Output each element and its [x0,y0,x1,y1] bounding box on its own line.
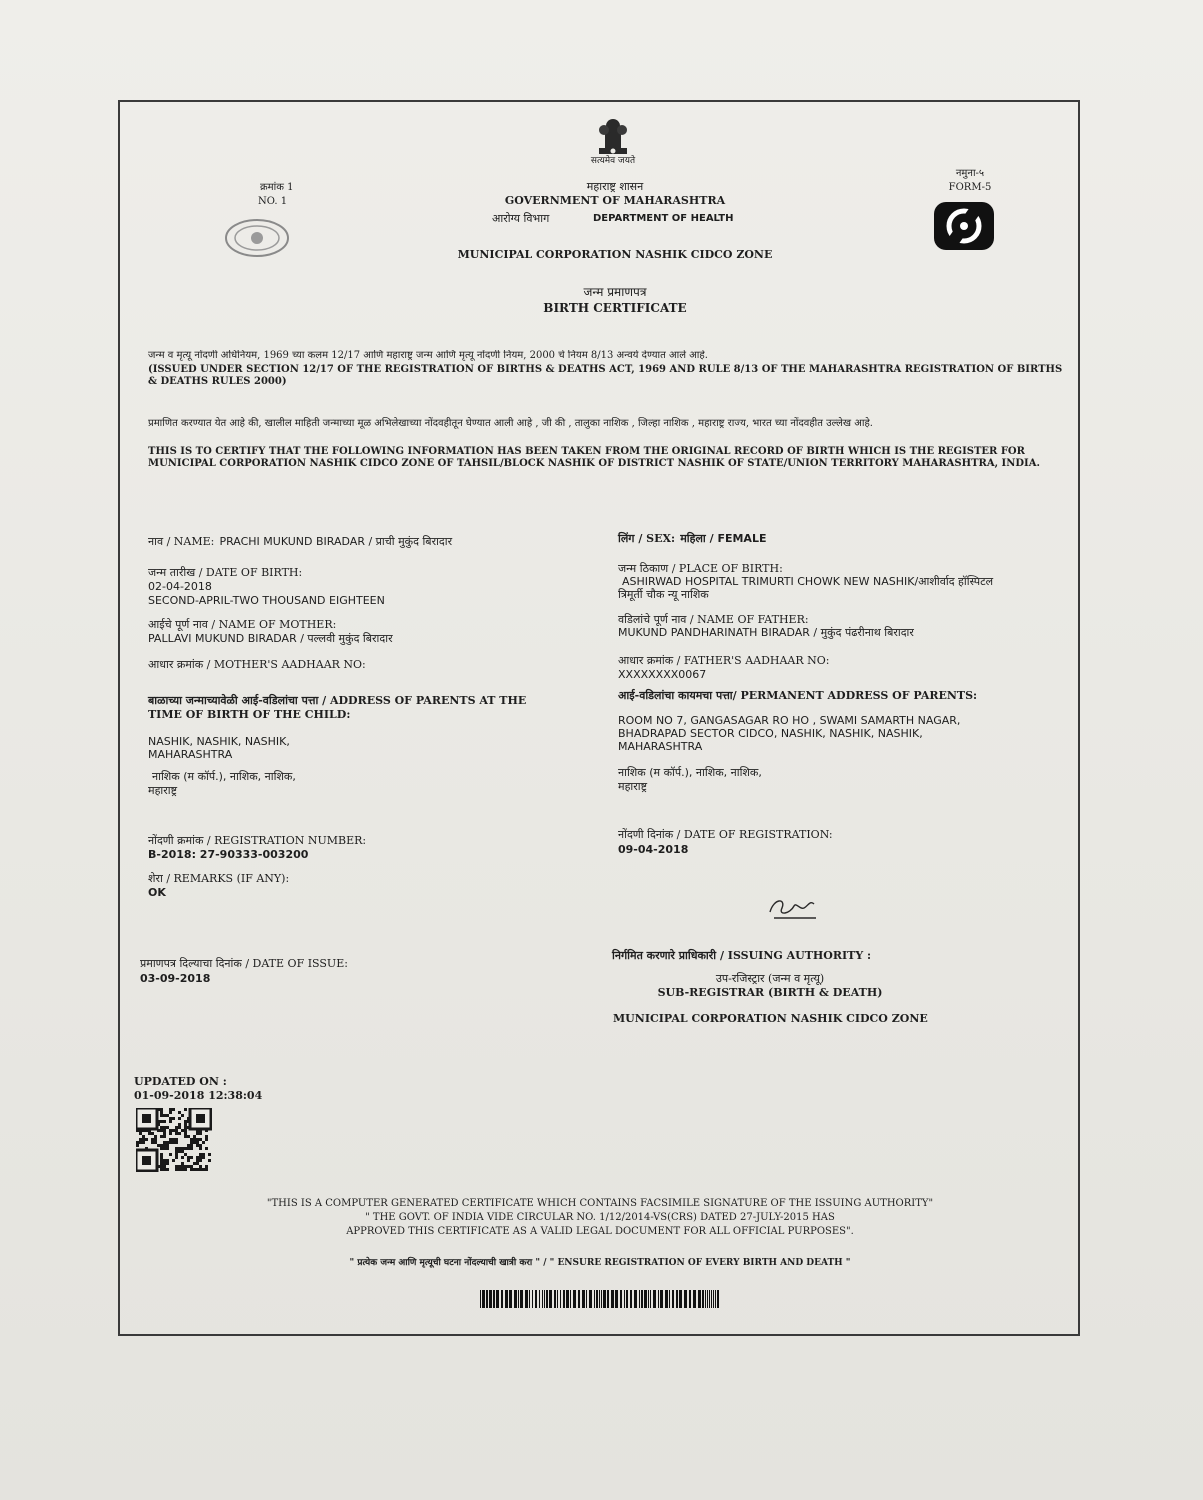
certify-english: THIS IS TO CERTIFY THAT THE FOLLOWING INFORMATION HAS BEEN TAKEN FROM THE ORIGINAL RECORD OF BIRTH WHICH IS THE REGISTER FOR MUNICIPAL CORPORATION NASHIK CIDCO ZONE OF TAHSIL/BLOCK NASHIK OF DISTRICT NASHIK OF STATE/UNION TERRITORY MAHARASHTRA, INDIA. [148,446,1040,469]
govt-marathi: महाराष्ट्र शासन [586,180,644,193]
pob-label: जन्म ठिकाण / PLACE OF BIRTH: [618,562,783,575]
sex-row [618,527,766,546]
dept-marathi: आरोग्य विभाग [492,212,550,225]
corporation-name: MUNICIPAL CORPORATION NASHIK CIDCO ZONE [457,248,773,261]
form-marathi: नमुना-५ [955,168,985,179]
father-value: MUKUND PANDHARINATH BIRADAR / मुकुंद पंढरीनाथ बिरादार [618,626,914,639]
form-logo-icon [932,200,996,252]
perm-address-en-2: BHADRAPAD SECTOR CIDCO, NASHIK, NASHIK, NASHIK, [618,727,923,740]
issued-under-english: (ISSUED UNDER SECTION 12/17 OF THE REGISTRATION OF BIRTHS & DEATHS ACT, 1969 AND RULE 8/13 OF THE MAHARASHTRA REGISTRATION OF BIRTHS & DEATHS RULES 2000) [148,364,1063,387]
sex-value: महिला / FEMALE [680,532,767,545]
dept-english: DEPARTMENT OF HEALTH [593,213,734,224]
signature-icon [764,890,824,926]
form-english: FORM-5 [948,182,992,193]
perm-address-mr-1: नाशिक (म कॉर्प.), नाशिक, नाशिक, [618,766,762,779]
address-birth-mr-1: नाशिक (म कॉर्प.), नाशिक, नाशिक, [152,770,296,783]
mother-aadhaar-label: आधार क्रमांक / MOTHER'S AADHAAR NO: [148,658,366,671]
updated-label: UPDATED ON : [134,1075,227,1088]
reg-no-label: नोंदणी क्रमांक / REGISTRATION NUMBER: [148,834,367,847]
address-birth-en-2: MAHARASHTRA [148,748,233,761]
updated-value: 01-09-2018 12:38:04 [134,1089,263,1102]
authority-office: MUNICIPAL CORPORATION NASHIK CIDCO ZONE [613,1012,928,1025]
dob-words: SECOND-APRIL-TWO THOUSAND EIGHTEEN [148,594,385,607]
dob-label: जन्म तारीख / DATE OF BIRTH: [148,566,303,579]
title-english: BIRTH CERTIFICATE [543,301,687,315]
perm-address-en-3: MAHARASHTRA [618,740,703,753]
perm-address-mr-2: महाराष्ट्र [618,780,648,793]
pob-value-2: त्रिमूर्ती चौक न्यू नाशिक [618,588,709,601]
seal-icon [224,218,290,258]
name-row [148,530,452,549]
issued-under-marathi: जन्म व मृत्यू नोंदणी अधिनियम, 1969 च्या कलम 12/17 आणि महाराष्ट्र जन्म आणि मृत्यू नोंदणी नियम, 2000 चे नियम 8/13 अन्वये देण्यात आले आहे. [148,350,708,361]
dob-value: 02-04-2018 [148,580,212,593]
issue-date-value: 03-09-2018 [140,972,211,985]
perm-address-label: आई-वडिलांचा कायमचा पत्ता/ PERMANENT ADDRESS OF PARENTS: [618,689,978,702]
footer-note-3: APPROVED THIS CERTIFICATE AS A VALID LEGAL DOCUMENT FOR ALL OFFICIAL PURPOSES". [346,1226,854,1237]
father-aadhaar-value: XXXXXXXX0067 [618,668,707,681]
address-birth-mr-2: महाराष्ट्र [148,784,178,797]
authority-label: निर्गमित करणारे प्राधिकारी / ISSUING AUTHORITY : [612,949,872,962]
pob-value-1: ASHIRWAD HOSPITAL TRIMURTI CHOWK NEW NASHIK/आशीर्वाद हॉस्पिटल [622,575,994,588]
mother-value: PALLAVI MUKUND BIRADAR / पल्लवी मुकुंद बिरादार [148,632,393,645]
address-birth-label-2: TIME OF BIRTH OF THE CHILD: [148,708,351,721]
perm-address-en-1: ROOM NO 7, GANGASAGAR RO HO , SWAMI SAMARTH NAGAR, [618,714,961,727]
mother-label: आईचे पूर्ण नाव / NAME OF MOTHER: [148,618,337,631]
name-label: नाव / NAME: [148,535,215,548]
address-birth-label-1: बाळाच्या जन्माच्यावेळी आई-वडिलांचा पत्ता / ADDRESS OF PARENTS AT THE [148,694,527,707]
certify-marathi: प्रमाणित करण्यात येत आहे की, खालील माहिती जन्माच्या मूळ अभिलेखाच्या नोंदवहीतून घेण्यात आली आहे , जी की , तालुका नाशिक , जिल्हा नाशिक , महाराष्ट्र राज्य, भारत च्या नोंदवहीत उल्लेख आहे. [148,418,873,429]
address-birth-en-1: NASHIK, NASHIK, NASHIK, [148,735,290,748]
father-label: वडिलांचे पूर्ण नाव / NAME OF FATHER: [618,613,809,626]
title-marathi: जन्म प्रमाणपत्र [583,285,647,299]
remarks-value: OK [148,886,166,899]
authority-english: SUB-REGISTRAR (BIRTH & DEATH) [657,986,883,999]
footer-note-1: "THIS IS A COMPUTER GENERATED CERTIFICATE WHICH CONTAINS FACSIMILE SIGNATURE OF THE ISSUING AUTHORITY" [266,1198,934,1209]
serial-english: NO. 1 [258,196,288,207]
reg-date-value: 09-04-2018 [618,843,689,856]
qr-code-icon [136,1108,212,1172]
remarks-label: शेरा / REMARKS (IF ANY): [148,872,290,885]
emblem-motto: सत्यमेव जयते [590,156,636,166]
serial-marathi: क्रमांक 1 [260,182,294,193]
sex-label: लिंग / SEX: [618,532,676,545]
name-value: PRACHI MUKUND BIRADAR / प्राची मुकुंद बिरादार [219,535,453,548]
issue-date-label: प्रमाणपत्र दिल्याचा दिनांक / DATE OF ISSUE: [140,957,348,970]
father-aadhaar-label: आधार क्रमांक / FATHER'S AADHAAR NO: [618,654,830,667]
footer-note-2: " THE GOVT. OF INDIA VIDE CIRCULAR NO. 1/12/2014-VS(CRS) DATED 27-JULY-2015 HAS [365,1212,835,1223]
reg-date-label: नोंदणी दिनांक / DATE OF REGISTRATION: [618,828,833,841]
authority-marathi: उप-रजिस्ट्रार (जन्म व मृत्यू) [715,972,825,985]
footer-slogan: " प्रत्येक जन्म आणि मृत्यूची घटना नोंदल्याची खात्री करा " / " ENSURE REGISTRATION OF EVERY BIRTH AND DEATH " [349,1258,851,1268]
barcode-icon [480,1290,724,1308]
govt-english: GOVERNMENT OF MAHARASHTRA [504,194,726,207]
reg-no-value: B-2018: 27-90333-003200 [148,848,309,861]
